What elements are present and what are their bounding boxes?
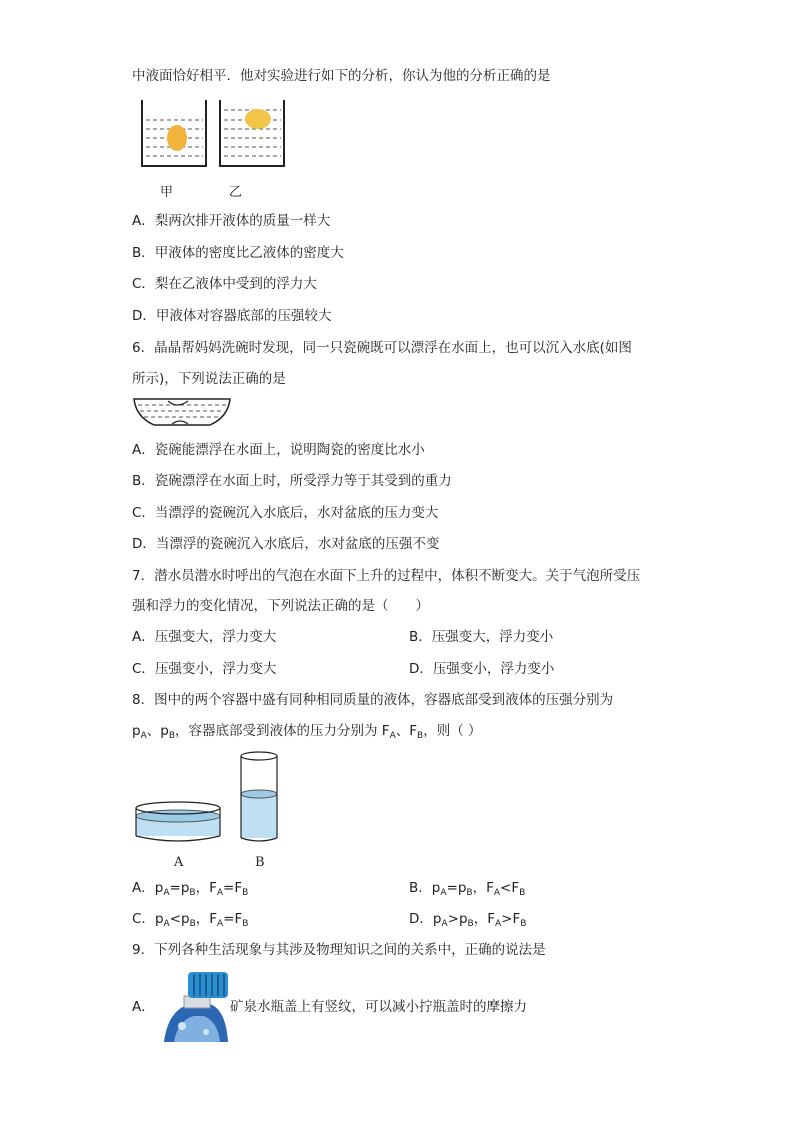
bowl-icon	[168, 401, 188, 405]
q5-option-d: D．甲液体对容器底部的压强较大	[132, 308, 332, 324]
container-b	[241, 752, 277, 841]
q9-option-a-label: A．	[132, 999, 155, 1015]
container-a	[136, 802, 220, 841]
bottle-cap-figure	[160, 970, 230, 1042]
q8-stem-line2: $p_A$、$p_B$，容器底部受到液体的压力分别为 $F_A$、$F_B$，则（ ）	[132, 723, 482, 741]
q6-stem-line1: 6．晶晶帮妈妈洗碗时发现，同一只瓷碗既可以漂浮在水面上，也可以沉入水底(如图	[132, 340, 632, 356]
q7-stem-line2: 强和浮力的变化情况，下列说法正确的是（ ）	[132, 598, 429, 614]
q5-option-b: B．甲液体的密度比乙液体的密度大	[132, 245, 344, 261]
q5-option-a: A．梨两次排开液体的质量一样大	[132, 213, 331, 229]
containers-figure	[132, 750, 292, 846]
beakers-pear-figure	[136, 96, 286, 171]
fig-label-jia: 甲	[160, 185, 174, 200]
q7-option-b: B．压强变大，浮力变小	[409, 629, 554, 645]
q9-option-a-text: 矿泉水瓶盖上有竖纹，可以减小拧瓶盖时的摩擦力	[230, 999, 527, 1015]
intro-text: 中液面恰好相平．他对实验进行如下的分析，你认为他的分析正确的是	[132, 68, 551, 84]
q7-option-d: D．压强变小，浮力变小	[409, 661, 555, 677]
q6-option-d: D．当漂浮的瓷碗沉入水底后，水对盆底的压强不变	[132, 536, 440, 552]
q7-stem-line1: 7．潜水员潜水时呼出的气泡在水面下上升的过程中，体积不断变大。关于气泡所受压	[132, 568, 641, 584]
basin-bowl-figure	[132, 395, 232, 431]
pear-icon	[245, 109, 271, 129]
q8-option-a: A．$p_A=p_B$，$F_A=F_B$	[132, 880, 249, 898]
q9-stem: 9．下列各种生活现象与其涉及物理知识之间的关系中，正确的说法是	[132, 942, 546, 958]
q6-stem-line2: 所示)，下列说法正确的是	[132, 371, 286, 387]
q8-stem-line1: 8．图中的两个容器中盛有同种相同质量的液体，容器底部受到液体的压强分别为	[132, 692, 614, 708]
q5-option-c: C．梨在乙液体中受到的浮力大	[132, 276, 317, 292]
fig-label-a: A	[174, 855, 184, 870]
beaker-jia	[142, 100, 206, 166]
q8-option-d: D．$p_A>p_B$，$F_A>F_B$	[409, 911, 527, 929]
q6-option-a: A．瓷碗能漂浮在水面上，说明陶瓷的密度比水小	[132, 442, 425, 458]
q8-option-c: C．$p_A<p_B$，$F_A=F_B$	[132, 911, 249, 929]
q6-option-b: B．瓷碗漂浮在水面上时，所受浮力等于其受到的重力	[132, 473, 452, 489]
q7-option-c: C．压强变小，浮力变大	[132, 661, 277, 677]
q8-option-b: B．$p_A=p_B$，$F_A<F_B$	[409, 880, 526, 898]
bowl-icon	[172, 421, 188, 424]
q7-option-a: A．压强变大，浮力变大	[132, 629, 277, 645]
fig-label-b: B	[255, 855, 265, 870]
q6-option-c: C．当漂浮的瓷碗沉入水底后，水对盆底的压力变大	[132, 505, 439, 521]
beaker-yi	[220, 100, 284, 166]
pear-icon	[167, 125, 187, 151]
fig-label-yi: 乙	[229, 185, 243, 200]
